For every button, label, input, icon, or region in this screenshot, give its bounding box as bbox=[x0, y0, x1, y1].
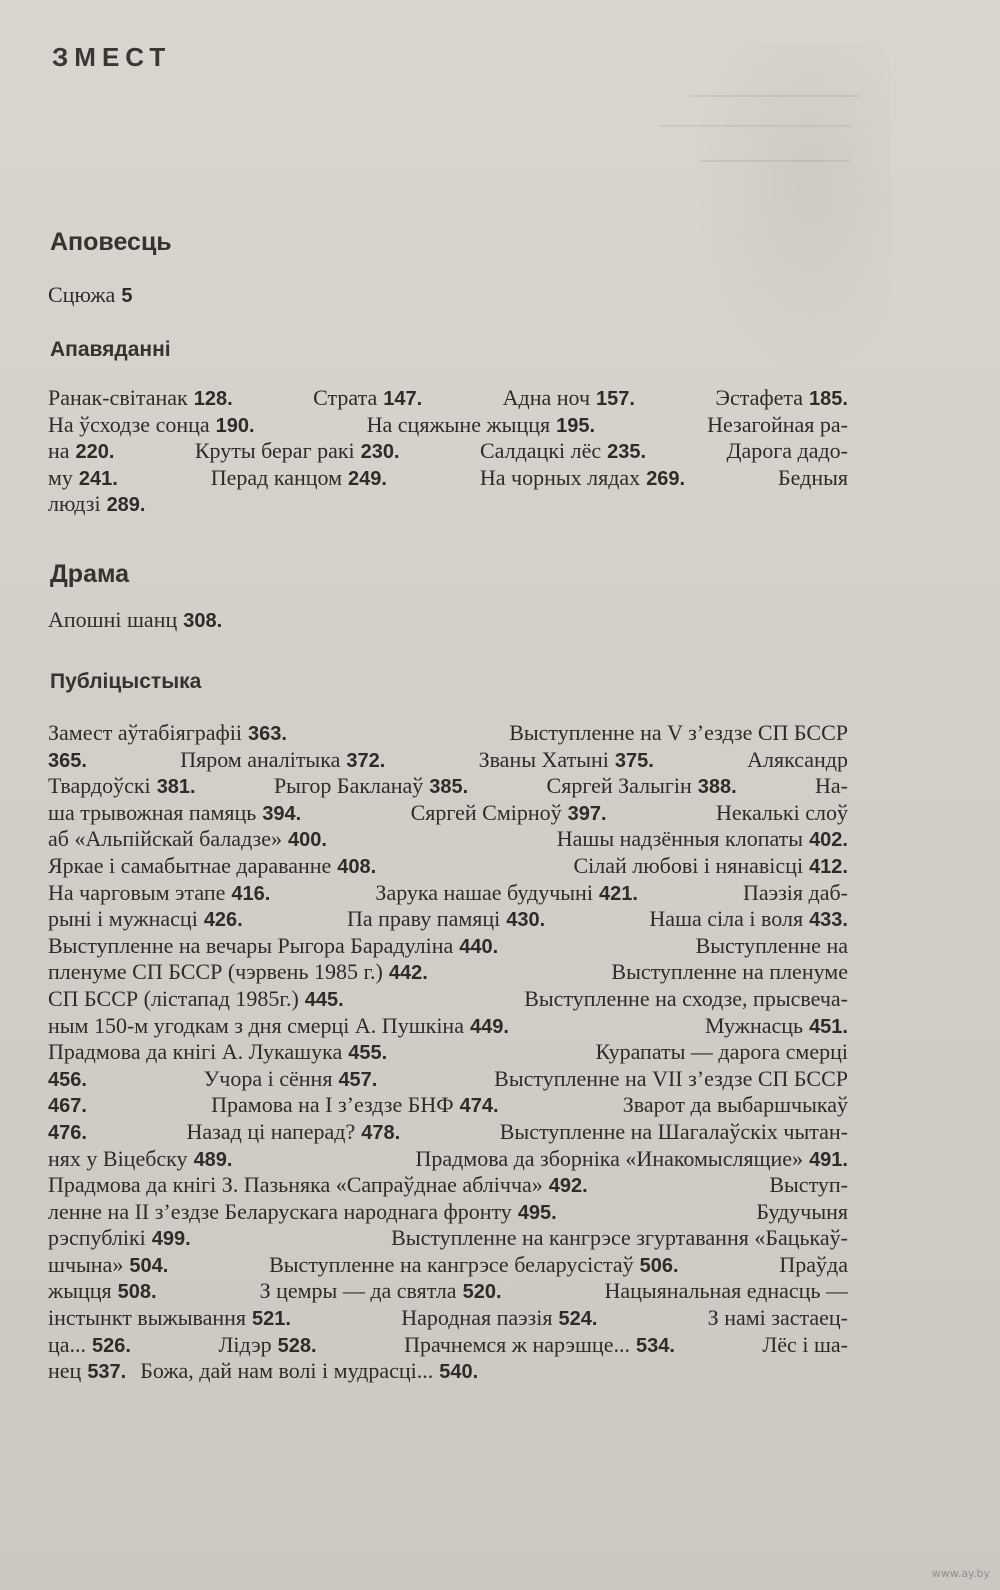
text-line: 476. Назад ці наперад? 478. Выступленне на Шагалаўскіх чытан- bbox=[48, 1118, 848, 1144]
text-line: аб «Альпійскай баладзе» 400. Нашы надзённыя клопаты 402. bbox=[48, 826, 848, 852]
text-line: На чарговым этапе 416. Зарука нашае будучыні 421. Паэзія даб- bbox=[48, 879, 848, 905]
text-line: інстынкт выжывання 521. Народная паэзія 524. З намі застаец- bbox=[48, 1305, 848, 1331]
section-drama-entries bbox=[48, 607, 848, 634]
text-line: Выступленне на вечары Рыгора Барадуліна 440. Выступленне на bbox=[48, 932, 848, 958]
section-heading-apavyadanni: Апавяданні bbox=[50, 338, 171, 361]
text-line: ца... 526. Лідэр 528. Прачнемся ж нарэшце... 534. Лёс і ша- bbox=[48, 1331, 848, 1357]
text-line: 467. Прамова на I з’ездзе БНФ 474. Зварот да выбаршчыкаў bbox=[48, 1092, 848, 1118]
text-line: 365. Пяром аналітыка 372. Званы Хатыні 375. Аляксандр bbox=[48, 746, 848, 772]
text-line: 456. Учора і сёння 457. Выступленне на VII з’ездзе СП БССР bbox=[48, 1065, 848, 1091]
watermark: www.ay.by bbox=[931, 1567, 990, 1580]
text-line: ша трывожная памяць 394. Сяргей Смірноў 397. Некалькі слоў bbox=[48, 799, 848, 825]
section-heading-apovesc: Аповесць bbox=[50, 228, 172, 256]
bleed-line bbox=[690, 95, 860, 97]
text-line: рэспублікі 499. Выступленне на кангрэсе згуртавання «Бацькаў- bbox=[48, 1225, 848, 1251]
text-line: ным 150-м угодкам з дня смерці А. Пушкіна 449. Мужнасць 451. bbox=[48, 1012, 848, 1038]
text-line: му 241. Перад канцом 249. На чорных лядах 269. Бедныя bbox=[48, 464, 848, 490]
text-line: людзі 289. bbox=[48, 491, 146, 517]
text-line: СП БССР (лістапад 1985г.) 445. Выступленне на сходзе, прысвеча- bbox=[48, 985, 848, 1011]
text-line: Ранак-світанак 128. Страта 147. Адна ноч 157. Эстафета 185. bbox=[48, 385, 848, 410]
text-line: Замест аўтабіяграфіі 363. Выступленне на V з’ездзе СП БССР bbox=[48, 720, 848, 745]
text-line: шчына» 504. Выступленне на кангрэсе беларусістаў 506. Праўда bbox=[48, 1251, 848, 1277]
section-apavyadanni-entries bbox=[48, 385, 848, 518]
section-heading-publicystyka: Публіцыстыка bbox=[50, 670, 202, 693]
text-line: на 220. Круты бераг ракі 230. Салдацкі лёс 235. Дарога дадо- bbox=[48, 438, 848, 464]
text-line: Прадмова да кнігі З. Пазьняка «Сапраўднае аблічча» 492. Выступ- bbox=[48, 1172, 848, 1198]
text-line: жыцця 508. З цемры — да святла 520. Нацыянальная еднасць — bbox=[48, 1278, 848, 1304]
toc-entry: Апошні шанц 308. bbox=[48, 607, 223, 632]
section-heading-drama: Драма bbox=[50, 560, 130, 588]
section-publicystyka-entries bbox=[48, 720, 848, 1385]
bleed-line bbox=[660, 125, 850, 127]
text-line: Прадмова да кнігі А. Лукашука 455. Курапаты — дарога смерці bbox=[48, 1039, 848, 1065]
text-line: рыні і мужнасці 426. Па праву памяці 430. Наша сіла і воля 433. bbox=[48, 906, 848, 932]
text-line: пленуме СП БССР (чэрвень 1985 г.) 442. Выступленне на пленуме bbox=[48, 959, 848, 985]
text-line: нях у Віцебску 489. Прадмова да зборніка «Инакомыслящие» 491. bbox=[48, 1145, 848, 1171]
section-apovesc-entries bbox=[48, 282, 848, 309]
text-line: Твардоўскі 381. Рыгор Бакланаў 385. Сяргей Залыгін 388. На- bbox=[48, 773, 848, 799]
toc-entry: Сцюжа 5 bbox=[48, 282, 133, 307]
text-line: нец 537. Божа, дай нам волі і мудрасці... 540. bbox=[48, 1358, 479, 1384]
bleed-line bbox=[700, 160, 850, 162]
text-line: Яркае і самабытнае дараванне 408. Сілай любові і нянавісці 412. bbox=[48, 852, 848, 878]
text-line: ленне на II з’ездзе Беларускага народнага фронту 495. Будучыня bbox=[48, 1198, 848, 1224]
text-line: На ўсходзе сонца 190. На сцяжыне жыцця 195. Незагойная ра- bbox=[48, 411, 848, 437]
page-title: ЗМЕСТ bbox=[52, 42, 172, 72]
